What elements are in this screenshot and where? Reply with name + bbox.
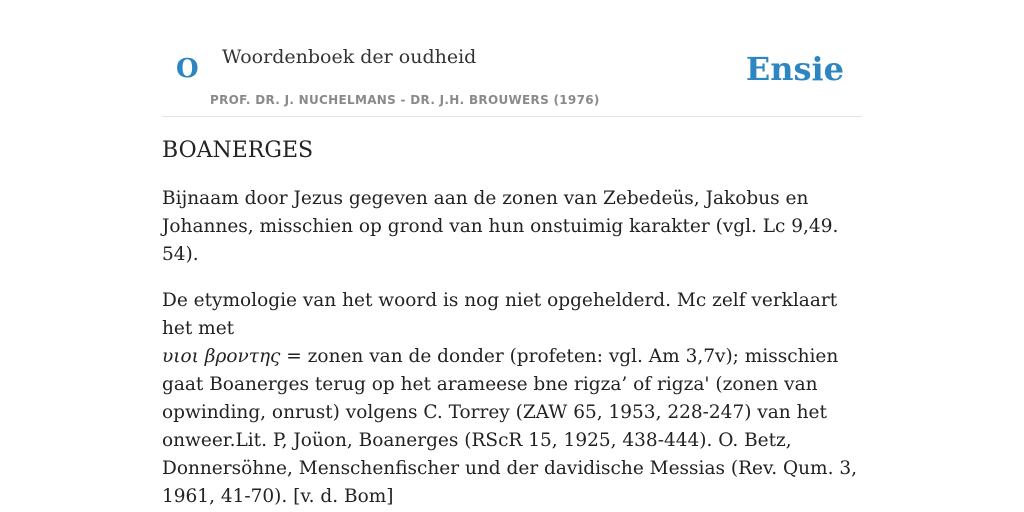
book-title[interactable]: Woordenboek der oudheid [222,46,477,68]
brand-logo-link[interactable]: Ensie [745,50,844,88]
paragraph-2-intro: De etymologie van het woord is nog niet opgehelderd. Mc zelf verklaart het met [162,290,838,339]
entry-paragraph-2 [162,287,862,511]
entry-paragraph-1: Bijnaam door Jezus gegeven aan de zonen van Zebedeüs, Jakobus en Johannes, misschien op grond van hun onstuimig karakter (vgl. Lc 9,49. 54). [162,188,839,265]
entry-title: BOANERGES [162,138,314,163]
greek-term: υιοι βροντης [162,346,281,367]
entry-content [162,138,862,512]
book-authors: PROF. DR. J. NUCHELMANS - DR. J.H. BROUWERS (1976) [210,93,600,107]
letter-index-link[interactable]: O [176,54,199,84]
paragraph-2-rest: = zonen van de donder (profeten: vgl. Am 3,7v); misschien gaat Boanerges terug op het arameese bne rigza’ of rigza' (zonen van opwinding, onrust) volgens C. Torrey (ZAW 65, 1953, 228-247) van het onweer.Lit. P, Joüon, Boanerges (RScR 15, 1925, 438-444). O. Betz, Donnersöhne, Menschenfischer und der davidische Messias (Rev. Qum. 3, 1961, 41-70). [v. d. Bom] [162,346,857,507]
dictionary-header [162,40,862,117]
